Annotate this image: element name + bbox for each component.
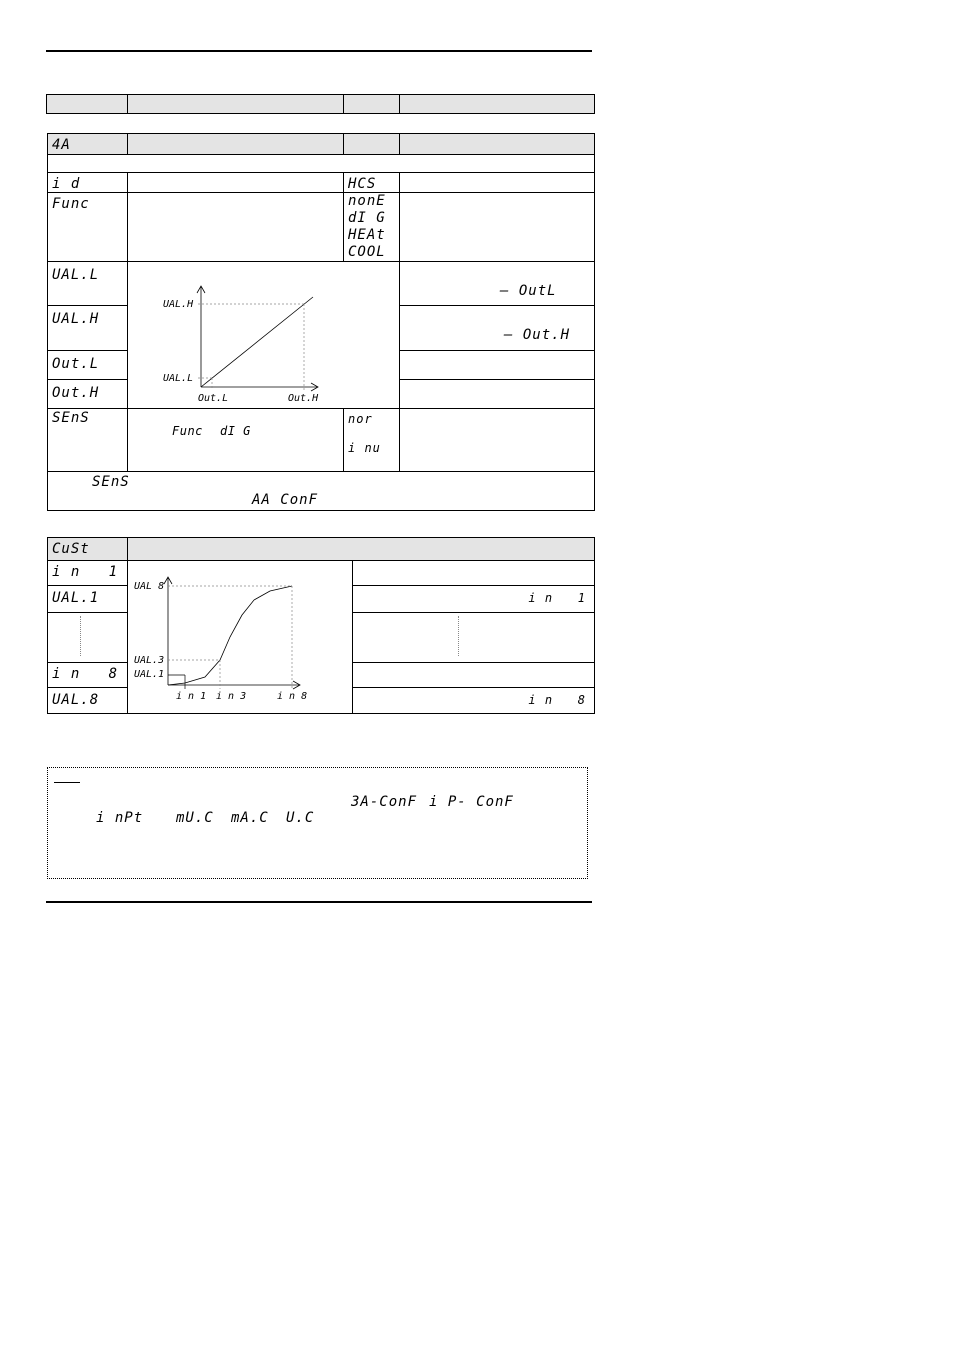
code-val8: UAL.8 (52, 692, 100, 708)
label-val3: UAL.3 (134, 655, 165, 666)
desc-func: Func (172, 424, 203, 438)
note-outh: – Out.H (504, 327, 571, 343)
label-valh: UAL.H (163, 299, 194, 310)
custom-curve (168, 586, 292, 685)
code-cust: CuSt (52, 541, 90, 557)
code-outh: Out.H (52, 385, 100, 401)
label-outh: Out.H (288, 393, 319, 404)
label-outl: Out.L (198, 393, 229, 404)
label-val1: UAL.1 (134, 669, 165, 680)
func-option-none: nonE (348, 193, 386, 209)
code-val1: UAL.1 (52, 590, 100, 606)
top-rule (46, 50, 592, 52)
note-heading-underline (54, 782, 80, 783)
code-outl: Out.L (52, 356, 100, 372)
header-table (46, 94, 595, 114)
code-in1: i n 1 (52, 564, 119, 580)
note-mac: mA.C (231, 810, 269, 826)
func-option-dig: dI G (348, 210, 386, 226)
note-box (47, 767, 588, 879)
label-in8: i n 8 (277, 691, 308, 702)
code-in8: i n 8 (52, 666, 119, 682)
linear-scaling-graph (128, 270, 398, 410)
bottom-rule (46, 901, 592, 903)
label-vall: UAL.L (163, 373, 194, 384)
note-conf-ip: i P- ConF (429, 794, 514, 810)
code-vall: UAL.L (52, 267, 100, 283)
code-func: Func (52, 196, 90, 212)
footer-sens: SEnS (92, 474, 130, 490)
code-4a: 4A (52, 137, 71, 153)
value-hcs: HCS (348, 176, 377, 192)
note-vc: U.C (286, 810, 315, 826)
scaling-line (201, 297, 313, 387)
note-in1: i n 1 (528, 591, 586, 605)
note-mvc: mU.C (176, 810, 214, 826)
note-outl: – OutL (500, 283, 557, 299)
code-sens: SEnS (52, 410, 90, 426)
dotted-continuation (80, 616, 81, 656)
code-id: i d (52, 176, 81, 192)
desc-dig: dI G (220, 424, 251, 438)
custom-curve-graph (130, 565, 352, 710)
footer-conf: AA ConF (252, 492, 319, 508)
label-val8: UAL 8 (134, 581, 165, 592)
dotted-continuation-note (458, 616, 459, 656)
sens-option-inv: i nu (348, 441, 381, 455)
func-option-heat: HEAt (348, 227, 386, 243)
label-in3: i n 3 (216, 691, 247, 702)
sens-option-nor: nor (348, 412, 373, 426)
note-inpt: i nPt (96, 810, 144, 826)
func-option-cool: COOL (348, 244, 386, 260)
code-valh: UAL.H (52, 311, 100, 327)
label-in1: i n 1 (176, 691, 207, 702)
note-conf-3a: 3A-ConF (351, 794, 418, 810)
note-in8: i n 8 (528, 693, 586, 707)
